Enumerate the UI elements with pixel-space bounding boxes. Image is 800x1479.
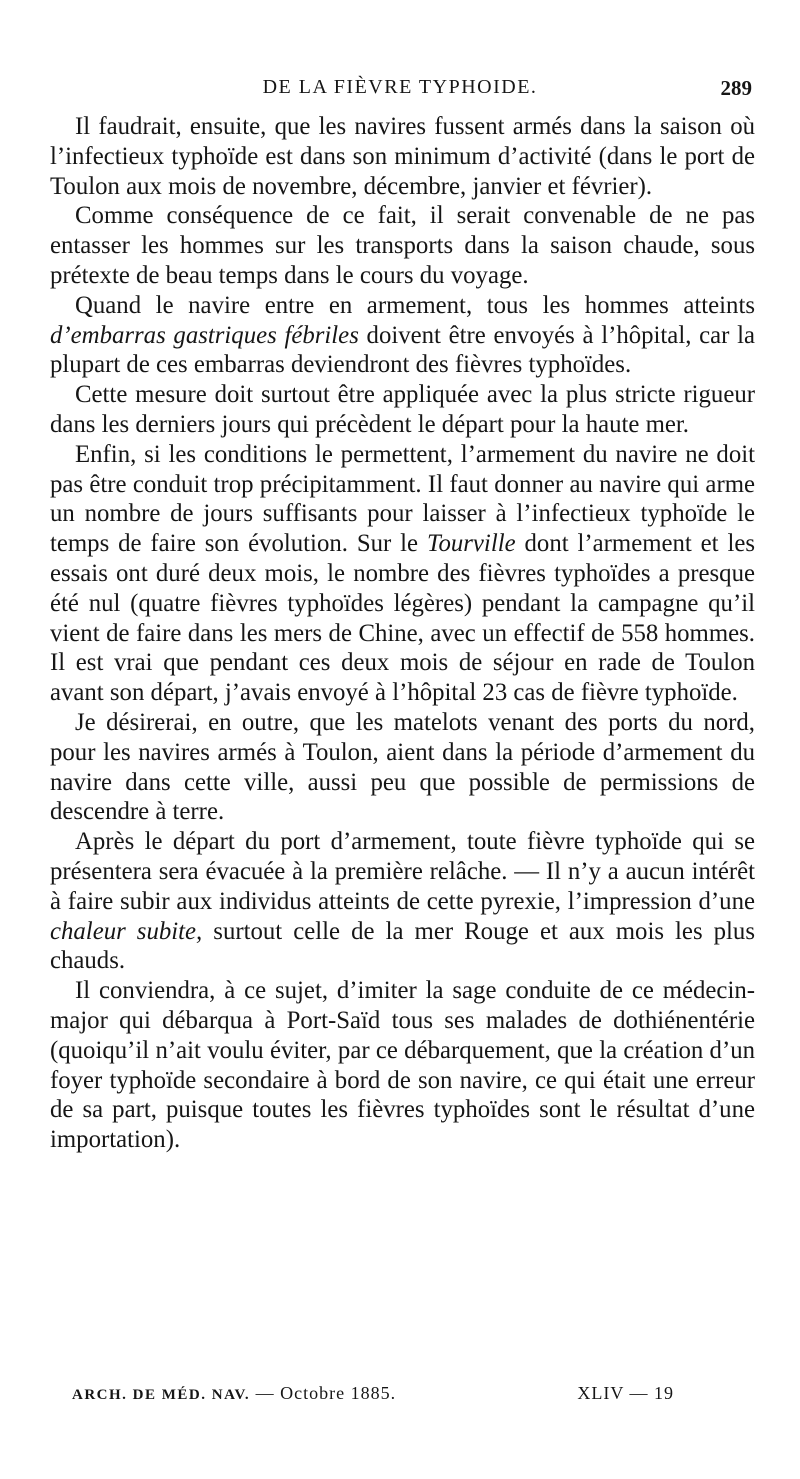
paragraph [50, 112, 755, 201]
paragraph-text: doivent être envoyés à l’hôpital, car la plupart de ces embarras deviendront des fièvres typhoïdes. [50, 321, 755, 379]
footer-citation [72, 1383, 396, 1404]
emphasis-text: chaleur subite, [50, 917, 203, 945]
paragraph-text: Quand le navire entre en armement, tous les hommes atteints [75, 291, 755, 319]
footer-dash: — [255, 1383, 275, 1403]
paragraph [50, 827, 755, 976]
paragraph-text: Cette mesure doit surtout être appliquée avec la plus stricte rigueur dans les derniers jours qui précèdent le départ pour la haute mer. [50, 381, 755, 438]
paragraph-text: Après le départ du port d’armement, toute fièvre typhoïde qui se présentera sera évacuée à la première relâche. — Il n’y a aucun intérêt à faire subir aux individus atteints de cette pyrexie, l’impression d’une [50, 828, 755, 915]
volume-sheet: XLIV — 19 [577, 1383, 674, 1403]
paragraph-text: Il faudrait, ensuite, que les navires fussent armés dans la saison où l’infectieux typhoïde est dans son minimum d’activité (dans le port de Toulon aux mois de novembre, décembre, janvier et février). [50, 113, 755, 200]
paragraph [50, 440, 755, 708]
body-text [50, 112, 755, 1155]
page-header [100, 76, 752, 106]
page-number: 289 [720, 76, 752, 100]
issue-date: Octobre 1885. [280, 1383, 397, 1403]
paragraph-text: Comme conséquence de ce fait, il serait convenable de ne pas entasser les hommes sur les transports dans la saison chaude, sous prétexte de beau temps dans le cours du voyage. [50, 202, 755, 289]
paragraph [50, 976, 755, 1155]
emphasis-text: Tourville [426, 530, 516, 558]
paragraph-text: dont l’armement et les essais ont duré deux mois, le nombre des fièvres typhoïdes a presque été nul (quatre fièvres typhoïdes légères) pendant la campagne qu’il vient de faire dans les mers de Chine, avec un effectif de 558 hommes. Il est vrai que pendant ces deux mois de séjour en rade de Toulon avant son départ, j’avais envoyé à l’hôpital 23 cas de fièvre typhoïde. [50, 530, 756, 707]
paragraph [50, 708, 755, 827]
paragraph [50, 380, 755, 440]
paragraph [50, 201, 755, 290]
paragraph-text: Je désirerai, en outre, que les matelots venant des ports du nord, pour les navires armés à Toulon, aient dans la période d’armement du navire dans cette ville, aussi peu que possible de permissions de descendre à terre. [50, 708, 755, 826]
paragraph-text: Il conviendra, à ce sujet, d’imiter la sage conduite de ce médecin-major qui débarqua à Port-Saïd tous ses malades de dothiénentérie (quoiqu’il n’ait voulu éviter, par ce débarquement, que la création d’un foyer typhoïde secondaire à bord de son navire, ce qui était une erreur de sa part, puisque toutes les fièvres typhoïdes sont le résultat d’une importation). [50, 977, 755, 1154]
emphasis-text: d’embarras gastriques fébriles [50, 321, 359, 349]
paragraph-text: surtout celle de la mer Rouge et aux mois les plus chauds. [50, 917, 755, 975]
journal-abbrev: ARCH. DE MÉD. NAV. [72, 1387, 251, 1403]
page-footer [72, 1383, 672, 1413]
running-title: DE LA FIÈVRE TYPHOIDE. [262, 76, 538, 98]
paragraph [50, 291, 755, 380]
paragraph-text: Enfin, si les conditions le permettent, l’armement du navire ne doit pas être conduit trop précipitamment. Il faut donner au navire qui arme un nombre de jours suffisants pour laisser à l’infectieux typhoïde le temps de faire son évolution. Sur le [50, 440, 755, 558]
